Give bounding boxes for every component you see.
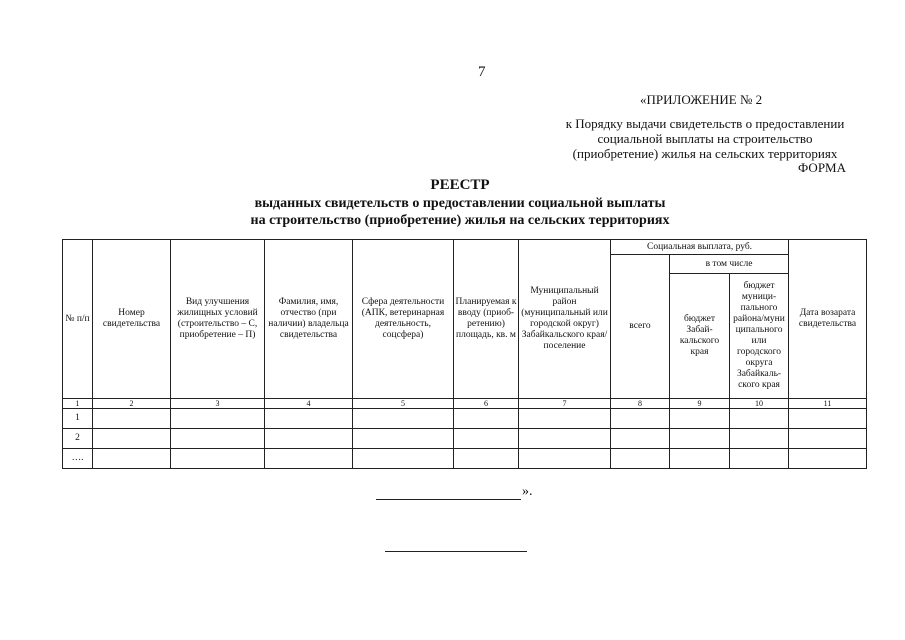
column-number: 5 [353,399,454,409]
row-number: …. [63,449,93,469]
header-cell-col1: № п/п [63,240,93,399]
column-number: 3 [171,399,265,409]
table-cell [454,429,519,449]
row-number: 2 [63,429,93,449]
table-cell [519,449,611,469]
table-cell [353,429,454,449]
table-cell [353,409,454,429]
form-label: ФОРМА [798,160,846,175]
table-cell [454,409,519,429]
table-cell [789,429,867,449]
table-cell [611,449,670,469]
table-cell [789,409,867,429]
column-number: 1 [63,399,93,409]
column-number: 11 [789,399,867,409]
document-title: РЕЕСТР [430,177,490,193]
table-cell [611,429,670,449]
document-heading [180,176,740,229]
intro-line: социальной выплаты на строительство [597,131,813,146]
table-cell [730,449,789,469]
column-number: 10 [730,399,789,409]
table-cell [519,409,611,429]
table-row [63,429,867,449]
table-cell [93,409,171,429]
table-cell [670,449,730,469]
header-cell-col7: Муниципальный район (муниципальный или городской округ) Забайкальского края/поселение [519,240,611,399]
column-number: 7 [519,399,611,409]
table-cell [171,409,265,429]
intro-line: к Порядку выдачи свидетельств о предоставлении [565,116,845,131]
header-cell-col6: Планируемая к вводу (приоб-ретению) площадь, кв. м [454,240,519,399]
page-number: 7 [478,64,486,80]
table-cell [670,429,730,449]
intro-line: (приобретение) жилья на сельских территориях [572,146,838,161]
column-number: 2 [93,399,171,409]
header-cell-col11: Дата возарата свидетельства [789,240,867,399]
table-cell [93,429,171,449]
separator-line [385,550,527,552]
column-number: 6 [454,399,519,409]
column-number: 9 [670,399,730,409]
row-number: 1 [63,409,93,429]
column-number: 8 [611,399,670,409]
appendix-title: «ПРИЛОЖЕНИЕ № 2 [640,92,763,107]
table-cell [265,449,353,469]
header-cell-col10: бюджет муници-пального района/муни ципального или городского округа Забайкаль-ского края [730,274,789,399]
column-number-row [63,399,867,409]
closing-quote: ». [522,484,533,499]
appendix-description [540,116,870,161]
table-cell [519,429,611,449]
header-cell-col5: Сфера деятельности (АПК, ветеринарная деятельность, соцсфера) [353,240,454,399]
signature-line [376,498,521,500]
table-cell [265,429,353,449]
header-cell-col3: Вид улучшения жилищных условий (строительство – С, приобретение – П) [171,240,265,399]
table-cell [730,409,789,429]
header-cell-col8: всего [611,255,670,399]
table-cell [171,429,265,449]
table-row [63,449,867,469]
table-cell [789,449,867,469]
header-cell-col2: Номер свидетельства [93,240,171,399]
table-cell [353,449,454,469]
group-header-social-payment: Социальная выплата, руб. [611,240,789,255]
table-cell [93,449,171,469]
document-subtitle-line: на строительство (приобретение) жилья на сельских территориях [250,213,670,228]
table-cell [670,409,730,429]
table-cell [454,449,519,469]
table-cell [730,429,789,449]
table-cell [611,409,670,429]
column-number: 4 [265,399,353,409]
header-cell-col4: Фамилия, имя, отчество (при наличии) владельца свидетельства [265,240,353,399]
document-subtitle-line: выданных свидетельств о предоставлении социальной выплаты [254,196,666,211]
registry-table [62,239,867,469]
table-row [63,409,867,429]
table-cell [171,449,265,469]
table-cell [265,409,353,429]
header-cell-col9: бюджет Забай-кальского края [670,274,730,399]
subgroup-header-including: в том числе [670,255,789,274]
